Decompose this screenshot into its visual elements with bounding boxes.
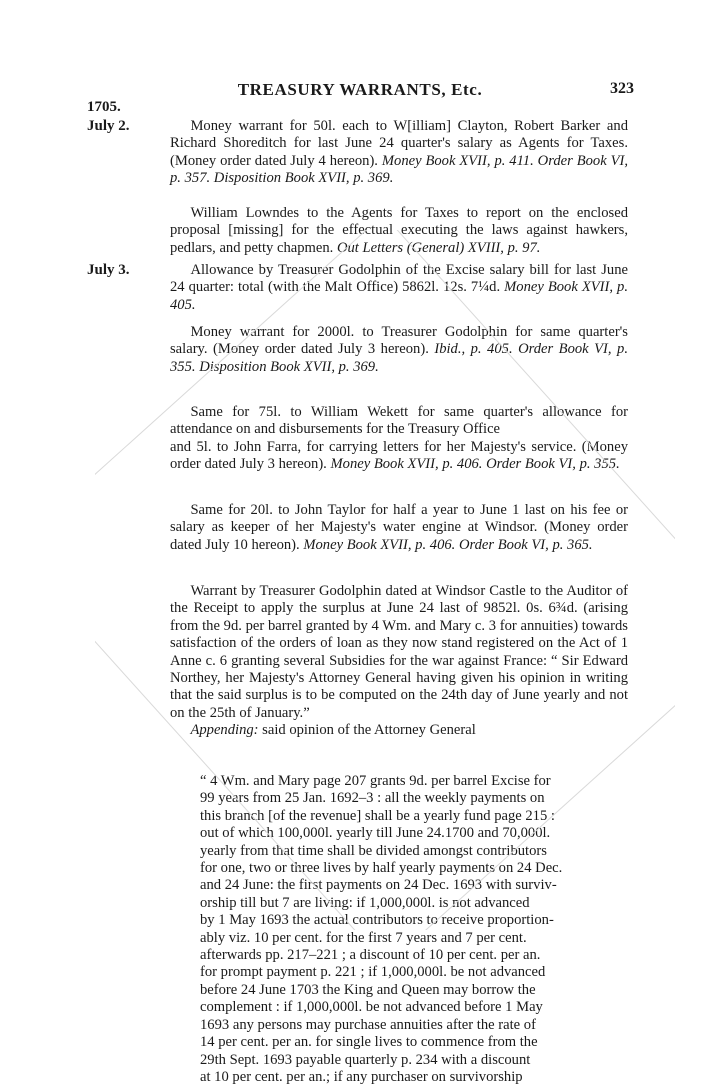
appending-label: Appending:: [190, 722, 259, 739]
entry-wekett-farra: [170, 404, 628, 474]
entry-paragraph: [170, 583, 628, 722]
quote-line: for prompt payment p. 221 ; if 1,000,000l. be not advanced: [200, 964, 546, 981]
quote-line: 29th Sept. 1693 payable quarterly p. 234 with a discount: [200, 1051, 531, 1068]
quote-line: ably viz. 10 per cent. for the first 7 years and 7 per cent.: [200, 929, 527, 946]
entry-paragraph: [170, 205, 628, 257]
entry-text: Money warrant for 2000l. to Treasurer Godolphin for same quarter's salary. (Money order dated July 3 hereon).: [170, 324, 628, 358]
entry-paragraph-continued: [170, 439, 628, 474]
entry-text: and 5l. to John Farra, for carrying letters for her Majesty's service. (Money order dated July 3 hereon).: [170, 438, 628, 473]
entry-refs: Money Book XVII, p. 406. Order Book VI, p. 365.: [303, 536, 593, 553]
entry-text: Warrant by Treasurer Godolphin dated at Windsor Castle to the Auditor of the Receipt to apply the surplus at June 24 last of 9852l. 0s. 6¾d. (arising from the 9d. per barrel granted by 4 Wm. and Mary c. 3 for annuities) towards satisfaction of the orders of loan as they now stand registered on the Act of 1 Anne c. 6 granting several Subsidies for the war against France: “ Sir Edward Northey, her Majesty's Attorney General having given his opinion in writing that the said surplus is to be computed on the 24th day of June yearly and not on the 25th of January.”: [170, 583, 628, 721]
entry-text: William Lowndes to the Agents for Taxes to report on the enclosed proposal [missing] for the effectual executing the laws against hawkers, pedlars, and petty chapmen.: [170, 205, 628, 256]
entry-money-warrant-agents: [170, 118, 628, 188]
year-label: 1705.: [87, 99, 121, 115]
entry-refs: Out Letters (General) XVIII, p. 97.: [336, 239, 541, 256]
quote-line: before 24 June 1703 the King and Queen may borrow the: [200, 981, 536, 998]
entry-paragraph: [170, 404, 628, 439]
appending-text: said opinion of the Attorney General: [258, 722, 476, 739]
quote-line: complement : if 1,000,000l. be not advanced before 1 May: [200, 999, 543, 1016]
entry-text: Allowance by Treasurer Godolphin of the Excise salary bill for last June 24 quarter: total (with the Malt Office) 5862l. 12s. 7¼d.: [170, 262, 628, 296]
entry-water-engine: [170, 502, 628, 554]
date-july-2: July 2.: [87, 118, 130, 134]
quote-line: 1693 any persons may purchase annuities after the rate of: [200, 1016, 536, 1033]
appending-paragraph: [170, 722, 628, 739]
entry-paragraph: [170, 502, 628, 554]
page-number: 323: [610, 80, 634, 97]
attorney-opinion-quote: [200, 773, 628, 1086]
entry-refs: Money Book XVII, p. 411. Order Book VI, p. 357. Disposition Book XVII, p. 369.: [170, 152, 629, 187]
entry-windsor-warrant: [170, 583, 628, 740]
date-july-3: July 3.: [87, 262, 130, 278]
entry-refs: Money Book XVII, p. 405.: [170, 279, 628, 313]
quote-line: afterwards pp. 217–221 ; a discount of 10 per cent. per an.: [200, 947, 541, 964]
quote-line: 14 per cent. per an. for single lives to commence from the: [200, 1034, 538, 1051]
quote-line: for one, two or three lives by half yearly payments on 24 Dec.: [200, 860, 563, 877]
entry-text: Same for 75l. to William Wekett for same quarter's allowance for attendance on and disbursements for the Treasury Office: [170, 404, 628, 438]
entry-refs: Ibid., p. 405. Order Book VI, p. 355. Disposition Book XVII, p. 369.: [170, 341, 628, 375]
quote-line: orship till but 7 are living: if 1,000,000l. is not advanced: [200, 894, 530, 911]
entry-paragraph: [170, 118, 628, 188]
entry-excise-salary: [170, 262, 628, 314]
quote-line: and 24 June: the first payments on 24 Dec. 1693 with surviv-: [200, 877, 557, 894]
quote-line: yearly from that time shall be divided amongst contributors: [200, 842, 547, 859]
entry-refs: Money Book XVII, p. 406. Order Book VI, p. 355.: [330, 456, 620, 473]
entry-lowndes-letter: [170, 205, 628, 257]
running-title: TREASURY WARRANTS, Etc.: [237, 80, 483, 99]
entry-paragraph: [170, 324, 628, 376]
entry-money-warrant-godolphin: [170, 324, 628, 376]
quote-line: “ 4 Wm. and Mary page 207 grants 9d. per barrel Excise for: [200, 773, 551, 789]
quote-line: this branch [of the revenue] shall be a yearly fund page 215 :: [200, 807, 555, 824]
quote-line: 99 years from 25 Jan. 1692–3 : all the weekly payments on: [200, 790, 545, 807]
quote-line: at 10 per cent. per an.; if any purchaser on survivorship: [200, 1068, 523, 1085]
quote-line: by 1 May 1693 the actual contributors to receive proportion-: [200, 912, 554, 929]
quote-line: out of which 100,000l. yearly till June 24.1700 and 70,000l.: [200, 825, 551, 842]
entry-paragraph: [170, 262, 628, 314]
entry-text: Money warrant for 50l. each to W[illiam] Clayton, Robert Barker and Richard Shoreditch for last June 24 quarter's salary as Agents for Taxes. (Money order dated July 4 hereon).: [170, 118, 628, 169]
entry-text: Same for 20l. to John Taylor for half a year to June 1 last on his fee or salary as keeper of her Majesty's water engine at Windsor. (Money order dated July 10 hereon).: [170, 502, 628, 553]
